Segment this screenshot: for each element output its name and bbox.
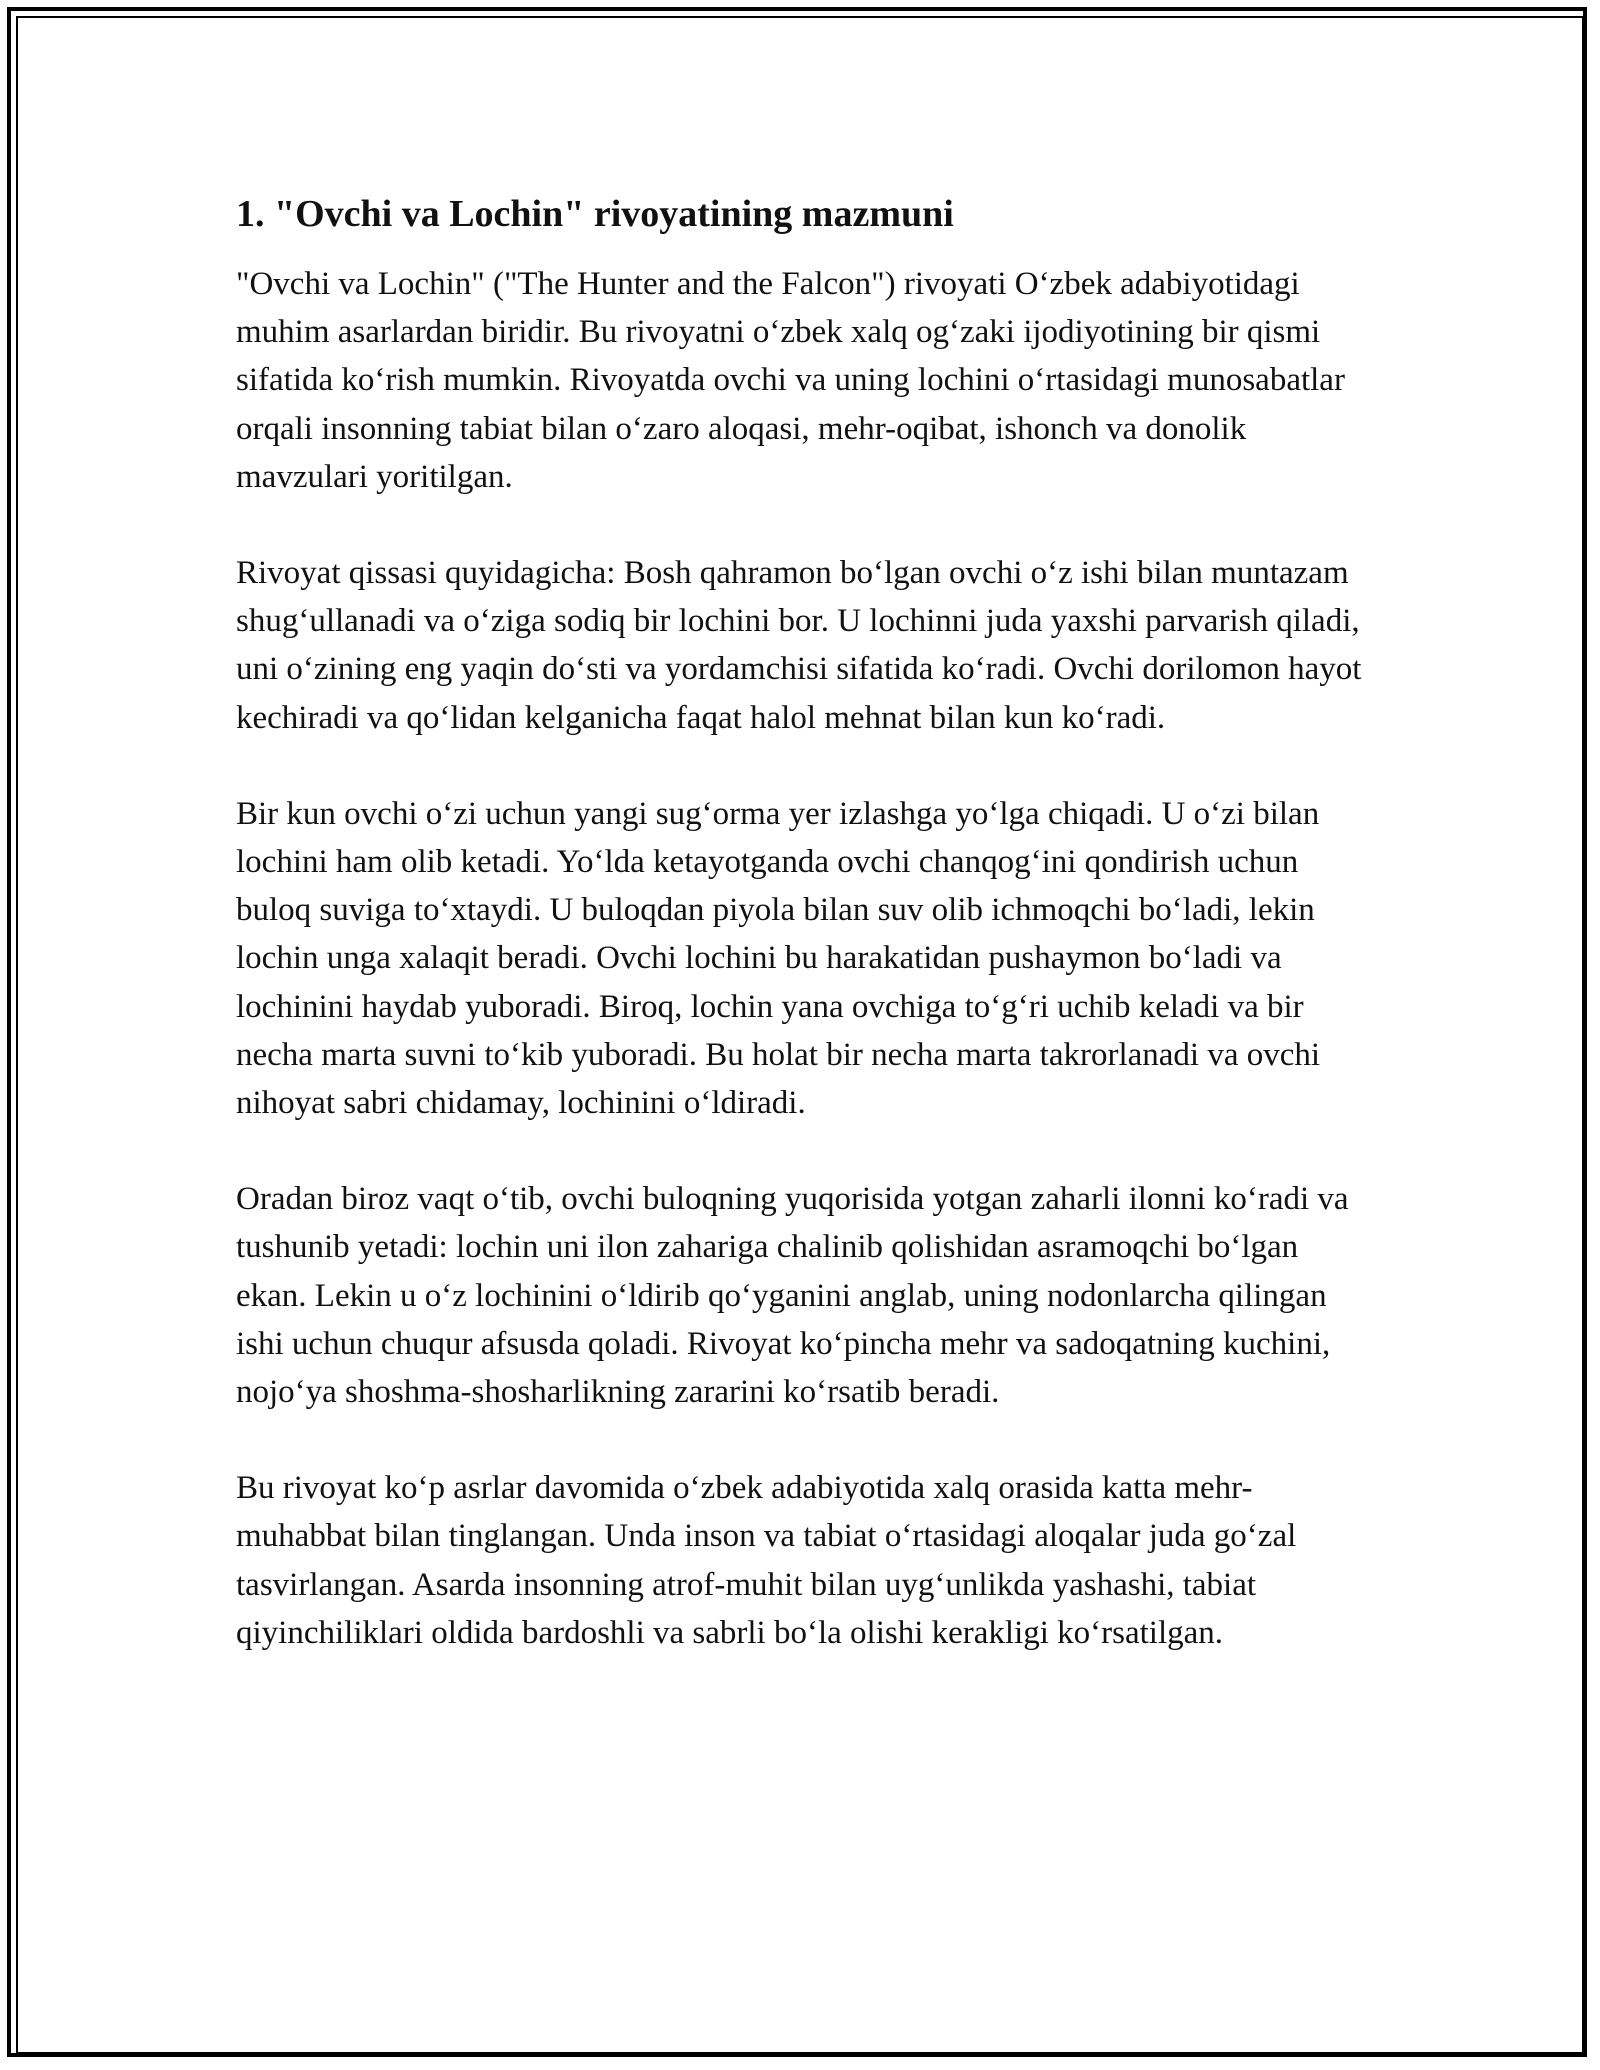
paragraph-journey: Bir kun ovchi o‘zi uchun yangi sug‘orma yer izlashga yo‘lga chiqadi. U o‘zi bilan lochini ham olib ketadi. Yo‘lda ketayotganda ovchi chanqog‘ini qondirish uchun buloq suviga to‘xtaydi. U buloqdan piyola bilan suv olib ichmoqchi bo‘ladi, lekin lochin unga xalaqit beradi. Ovchi lochini bu harakatidan pushaymon bo‘ladi va lochinini haydab yuboradi. Biroq, lochin yana ovchiga to‘g‘ri uchib keladi va bir necha marta suvni to‘kib yuboradi. Bu holat bir necha marta takrorlanadi va ovchi nihoyat sabri chidamay, lochinini o‘ldiradi.	[236, 795, 1321, 1122]
paragraph-intro: "Ovchi va Lochin" ("The Hunter and the Falcon") rivoyati O‘zbek adabiyotidagi muhim asarlardan biridir. Bu rivoyatni o‘zbek xalq og‘zaki ijodiyotining bir qismi sifatida ko‘rish mumkin. Rivoyatda ovchi va uning lochini o‘rtasidagi munosabatlar orqali insonning tabiat bilan o‘zaro aloqasi, mehr-oqibat, ishonch va donolik mavzulari yoritilgan.	[236, 266, 1345, 495]
document-body	[236, 188, 1376, 1705]
paragraph-conclusion: Bu rivoyat ko‘p asrlar davomida o‘zbek adabiyotida xalq orasida katta mehr-muhabbat bilan tinglangan. Unda inson va tabiat o‘rtasidagi aloqalar juda go‘zal tasvirlangan. Asarda insonning atrof-muhit bilan uyg‘unlikda yashashi, tabiat qiyinchiliklari oldida bardoshli va sabrli bo‘la olishi kerakligi ko‘rsatilgan.	[236, 1470, 1297, 1651]
section-title: 1. "Ovchi va Lochin" rivoyatining mazmuni	[236, 193, 954, 235]
paragraph-story-setup: Rivoyat qissasi quyidagicha: Bosh qahramon bo‘lgan ovchi o‘z ishi bilan muntazam shug‘ullanadi va o‘ziga sodiq bir lochini bor. U lochinni juda yaxshi parvarish qiladi, uni o‘zining eng yaqin do‘sti va yordamchisi sifatida ko‘radi. Ovchi dorilomon hayot kechiradi va qo‘lidan kelganicha faqat halol mehnat bilan kun ko‘radi.	[236, 555, 1362, 736]
paragraph-realization: Oradan biroz vaqt o‘tib, ovchi buloqning yuqorisida yotgan zaharli ilonni ko‘radi va tushunib yetadi: lochin uni ilon zahariga chalinib qolishidan asramoqchi bo‘lgan ekan. Lekin u o‘z lochinini o‘ldirib qo‘yganini anglab, uning nodonlarcha qilingan ishi uchun chuqur afsusda qoladi. Rivoyat ko‘pincha mehr va sadoqatning kuchini, nojo‘ya shoshma-shosharlikning zararini ko‘rsatib beradi.	[236, 1181, 1349, 1411]
